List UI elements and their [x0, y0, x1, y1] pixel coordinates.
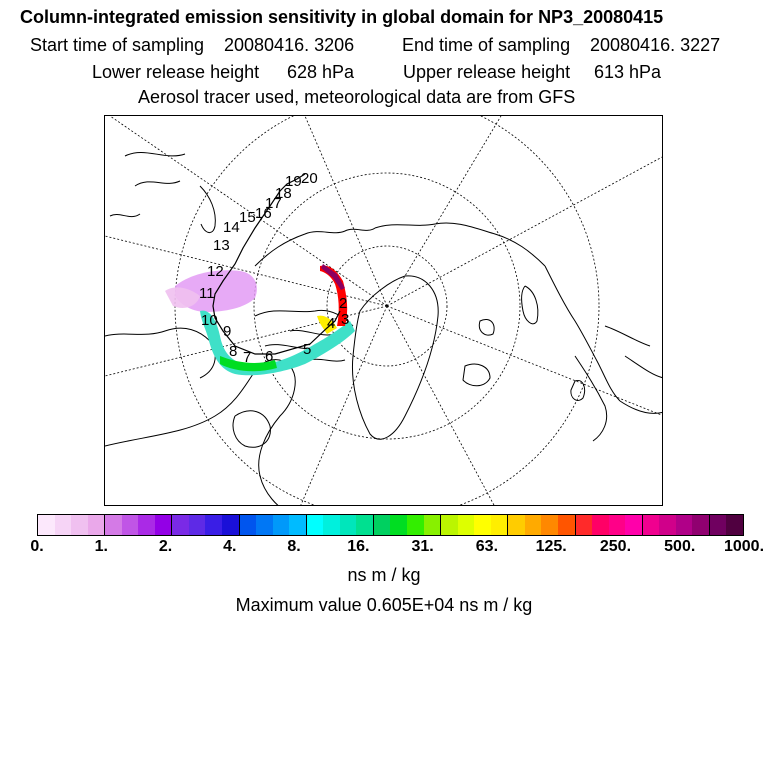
- colorbar-swatch: [676, 515, 693, 535]
- traj-label-20: 20: [301, 170, 318, 187]
- colorbar: [37, 514, 744, 536]
- latitude-circle-outer: [175, 116, 599, 506]
- meridian-4: [387, 156, 663, 306]
- colorbar-swatch: [323, 515, 340, 535]
- traj-label-19: 19: [285, 173, 302, 190]
- traj-label-9: 9: [223, 323, 232, 340]
- colorbar-swatch: [407, 515, 424, 535]
- colorbar-swatch: [88, 515, 105, 535]
- coast-greenland: [352, 276, 438, 439]
- colorbar-swatch: [104, 515, 122, 535]
- start-time-value: 20080416. 3206: [224, 35, 355, 55]
- traj-label-7: 7: [243, 349, 252, 366]
- polar-map: [105, 116, 663, 506]
- colorbar-unit: ns m / kg: [347, 565, 421, 585]
- colorbar-swatch: [122, 515, 139, 535]
- traj-label-3: 3: [341, 311, 350, 328]
- colorbar-swatch: [306, 515, 324, 535]
- traj-label-11: 11: [199, 285, 215, 302]
- traj-label-5: 5: [303, 341, 312, 358]
- meridian-3: [387, 116, 501, 306]
- traj-label-16: 16: [255, 205, 272, 222]
- colorbar-swatch: [609, 515, 626, 535]
- colorbar-swatch: [575, 515, 593, 535]
- colorbar-swatch: [55, 515, 72, 535]
- end-time-label: End time of sampling: [402, 35, 571, 55]
- maximum-value-label: Maximum value: [235, 595, 362, 615]
- coast-iceland: [463, 364, 490, 386]
- traj-label-2: 2: [339, 295, 348, 312]
- colorbar-swatch: [239, 515, 257, 535]
- colorbar-swatch: [625, 515, 642, 535]
- colorbar-tick-label: 63.: [475, 538, 499, 555]
- upper-release-label: Upper release height: [403, 62, 571, 82]
- colorbar-swatch: [458, 515, 475, 535]
- colorbar-swatch: [189, 515, 206, 535]
- colorbar-tick-label: 1000.: [723, 538, 765, 555]
- colorbar-swatch: [592, 515, 609, 535]
- colorbar-swatch: [373, 515, 391, 535]
- lower-release-value: 628 hPa: [287, 62, 355, 82]
- end-time-value: 20080416. 3227: [590, 35, 721, 55]
- colorbar-tick-labels: [0, 538, 768, 558]
- maximum-value-line: [0, 595, 768, 616]
- coast-hudson-bay: [233, 411, 270, 448]
- lower-release-label: Lower release height: [92, 62, 260, 82]
- traj-label-14: 14: [223, 219, 240, 236]
- traj-label-15: 15: [239, 209, 256, 226]
- colorbar-swatch: [491, 515, 508, 535]
- traj-label-12: 12: [207, 263, 224, 280]
- colorbar-swatch: [138, 515, 155, 535]
- colorbar-swatch: [541, 515, 558, 535]
- colorbar-swatch: [659, 515, 676, 535]
- colorbar-tick-label: 4.: [223, 538, 237, 555]
- traj-label-18: 18: [275, 185, 292, 202]
- colorbar-tick-label: 125.: [535, 538, 567, 555]
- colorbar-swatch: [356, 515, 373, 535]
- colorbar-tick-label: 250.: [599, 538, 632, 555]
- colorbar-swatch: [525, 515, 542, 535]
- coast-alaska: [105, 328, 215, 378]
- coast-svalbard: [479, 319, 494, 335]
- colorbar-swatch: [205, 515, 222, 535]
- coast-siberia-north: [375, 223, 545, 266]
- colorbar-swatch: [273, 515, 290, 535]
- colorbar-swatch: [256, 515, 273, 535]
- colorbar-swatch: [709, 515, 727, 535]
- coast-scandinavia: [545, 266, 620, 401]
- colorbar-swatch: [692, 515, 709, 535]
- traj-label-17: 17: [265, 195, 282, 212]
- coast-east-europe: [605, 326, 663, 378]
- colorbar-swatch: [289, 515, 306, 535]
- colorbar-swatch: [726, 515, 743, 535]
- figure-title: Column-integrated emission sensitivity in global domain for NP3_20080415: [20, 7, 664, 27]
- colorbar-swatch: [71, 515, 88, 535]
- coast-east-asia: [110, 152, 185, 216]
- colorbar-tick-label: 500.: [664, 538, 696, 555]
- traj-label-8: 8: [229, 343, 238, 360]
- colorbar-tick-label: 8.: [287, 538, 301, 555]
- colorbar-swatch: [222, 515, 239, 535]
- colorbar-swatch: [507, 515, 525, 535]
- map-panel: [104, 115, 663, 506]
- colorbar-tick-label: 1.: [94, 538, 108, 555]
- maximum-value: 0.605E+04 ns m / kg: [366, 595, 533, 615]
- colorbar-swatch: [390, 515, 407, 535]
- coastlines: [105, 152, 663, 506]
- colorbar-swatch: [424, 515, 441, 535]
- graticule: [105, 116, 663, 506]
- traj-label-4: 4: [327, 315, 336, 332]
- tracer-note: Aerosol tracer used, meteorological data are from GFS: [138, 87, 576, 107]
- start-time-label: Start time of sampling: [30, 35, 205, 55]
- coast-siberia-east: [255, 228, 375, 266]
- traj-label-6: 6: [265, 348, 274, 365]
- colorbar-swatch: [340, 515, 357, 535]
- colorbar-swatch: [642, 515, 660, 535]
- colorbar-tick-label: 16.: [347, 538, 370, 555]
- coast-britain: [571, 380, 585, 400]
- colorbar-swatch: [38, 515, 55, 535]
- meridian-6: [387, 306, 495, 506]
- upper-release-value: 613 hPa: [594, 62, 662, 82]
- colorbar-swatch: [558, 515, 575, 535]
- colorbar-swatch: [155, 515, 172, 535]
- coast-north-america: [105, 360, 295, 506]
- coast-novaya-zemlya: [522, 286, 538, 324]
- colorbar-tick-label: 2.: [158, 538, 173, 555]
- colorbar-swatch: [440, 515, 458, 535]
- colorbar-tick-label: 0.: [30, 538, 44, 555]
- traj-label-13: 13: [213, 237, 230, 254]
- colorbar-tick-label: 31.: [411, 538, 434, 555]
- colorbar-swatch: [474, 515, 491, 535]
- traj-label-10: 10: [201, 312, 218, 329]
- plume-peak-sensitivity: [321, 264, 345, 290]
- colorbar-swatch: [171, 515, 189, 535]
